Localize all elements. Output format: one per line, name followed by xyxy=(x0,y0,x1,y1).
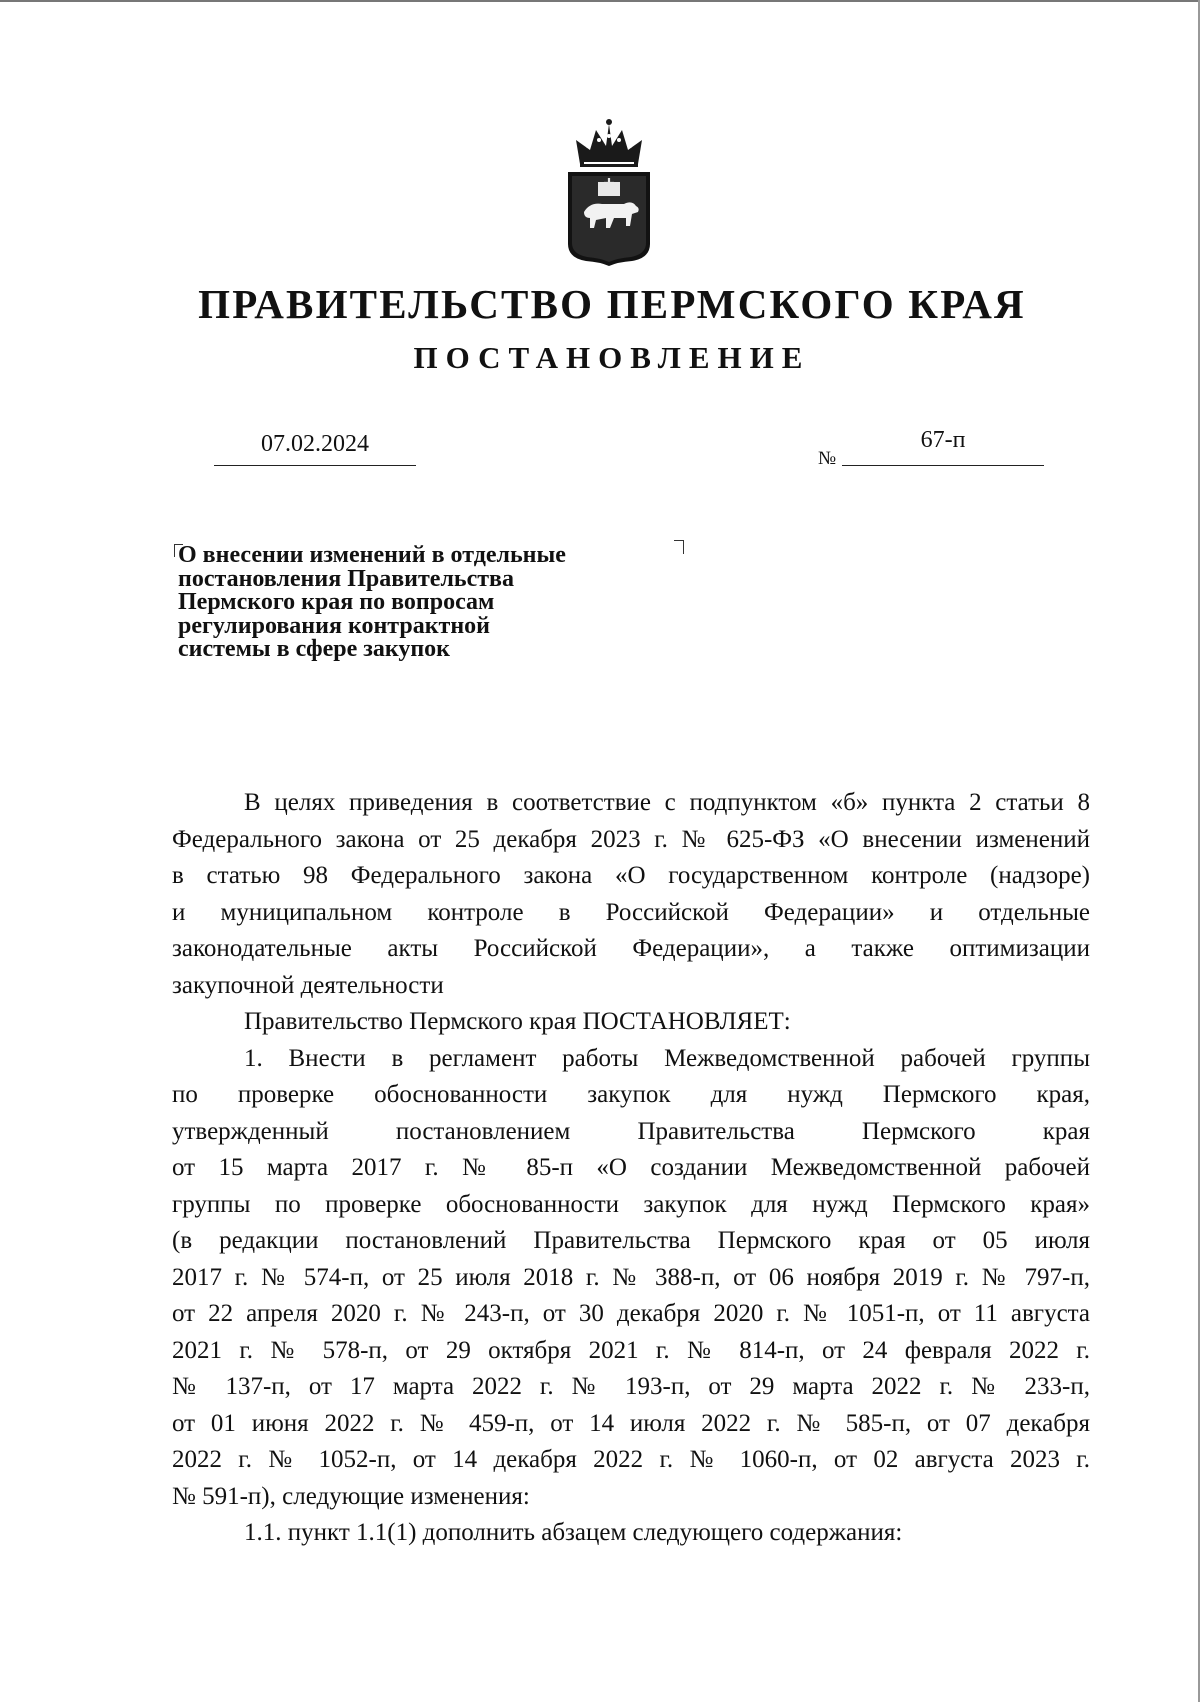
resolves-paragraph xyxy=(172,1004,1090,1041)
number-underline xyxy=(842,465,1044,466)
text-line: от 01 июня 2022 г. № 459-п, от 14 июля 2022 г. № 585-п, от 07 декабря xyxy=(172,1409,1090,1437)
item-1-1-paragraph xyxy=(172,1515,1090,1552)
text-line: № 137-п, от 17 марта 2022 г. № 193-п, от 29 марта 2022 г. № 233-п, xyxy=(172,1373,1090,1400)
text-line: от 15 марта 2017 г. № 85-п «О создании Межведомственной рабочей xyxy=(172,1154,1090,1181)
text-line: по проверке обоснованности закупок для нужд Пермского края, xyxy=(172,1081,1090,1108)
text-line: 2022 г. № 1052-п, от 14 декабря 2022 г. № 1060-п, от 02 августа 2023 г. xyxy=(172,1446,1090,1473)
text-line: 2017 г. № 574-п, от 25 июля 2018 г. № 388-п, от 06 ноября 2019 г. № 797-п, xyxy=(172,1263,1090,1291)
text-line: (в редакции постановлений Правительства Пермского края от 05 июля xyxy=(172,1227,1090,1254)
text-line: 1.1. пункт 1.1(1) дополнить абзацем следующего содержания: xyxy=(244,1519,903,1546)
subject-line: Пермского края по вопросам xyxy=(178,589,495,615)
text-line: законодательные акты Российской Федерации», а также оптимизации xyxy=(172,935,1090,962)
number-sign: № xyxy=(818,448,837,469)
date-underline xyxy=(214,465,416,466)
text-line: в статью 98 Федерального закона «О государственном контроле (надзоре) xyxy=(172,862,1090,889)
page-edge xyxy=(0,0,1200,2)
government-title: ПРАВИТЕЛЬСТВО ПЕРМСКОГО КРАЯ xyxy=(198,281,1026,327)
subject-line: О внесении изменений в отдельные xyxy=(178,542,566,568)
text-line: 2021 г. № 578-п, от 29 октября 2021 г. № 814-п, от 24 февраля 2022 г. xyxy=(172,1336,1090,1364)
item-1-paragraph xyxy=(172,1041,1090,1516)
subject-line: регулирования контрактной xyxy=(178,612,490,639)
text-line: Правительство Пермского края ПОСТАНОВЛЯЕТ: xyxy=(244,1008,791,1035)
document-body xyxy=(172,785,1090,1552)
crown-icon xyxy=(576,119,642,167)
text-line: № 591-п), следующие изменения: xyxy=(172,1482,530,1510)
text-line: от 22 апреля 2020 г. № 243-п, от 30 декабря 2020 г. № 1051-п, от 11 августа xyxy=(172,1300,1090,1327)
text-line: группы по проверке обоснованности закупок для нужд Пермского края» xyxy=(172,1190,1090,1218)
text-line: закупочной деятельности xyxy=(172,971,444,999)
text-line: Федерального закона от 25 декабря 2023 г. № 625-ФЗ «О внесении изменений xyxy=(172,825,1090,853)
document-number: 67-п xyxy=(920,427,966,453)
text-line: и муниципальном контроле в Российской Федерации» и отдельные xyxy=(172,898,1090,926)
subject-line: постановления Правительства xyxy=(178,565,514,592)
coat-of-arms-emblem xyxy=(566,116,652,266)
subject-line: системы в сфере закупок xyxy=(178,636,451,662)
text-line: утвержденный постановлением Правительства Пермского края xyxy=(172,1117,1090,1145)
document-subject xyxy=(178,544,658,662)
document-date: 07.02.2024 xyxy=(261,431,369,457)
subject-bracket-right xyxy=(674,540,684,554)
text-line: 1. Внести в регламент работы Межведомственной рабочей группы xyxy=(244,1044,1090,1072)
text-line: В целях приведения в соответствие с подпунктом «б» пункта 2 статьи 8 xyxy=(244,789,1090,816)
preamble-paragraph xyxy=(172,785,1090,1004)
document-type: ПОСТАНОВЛЕНИЕ xyxy=(413,340,811,375)
